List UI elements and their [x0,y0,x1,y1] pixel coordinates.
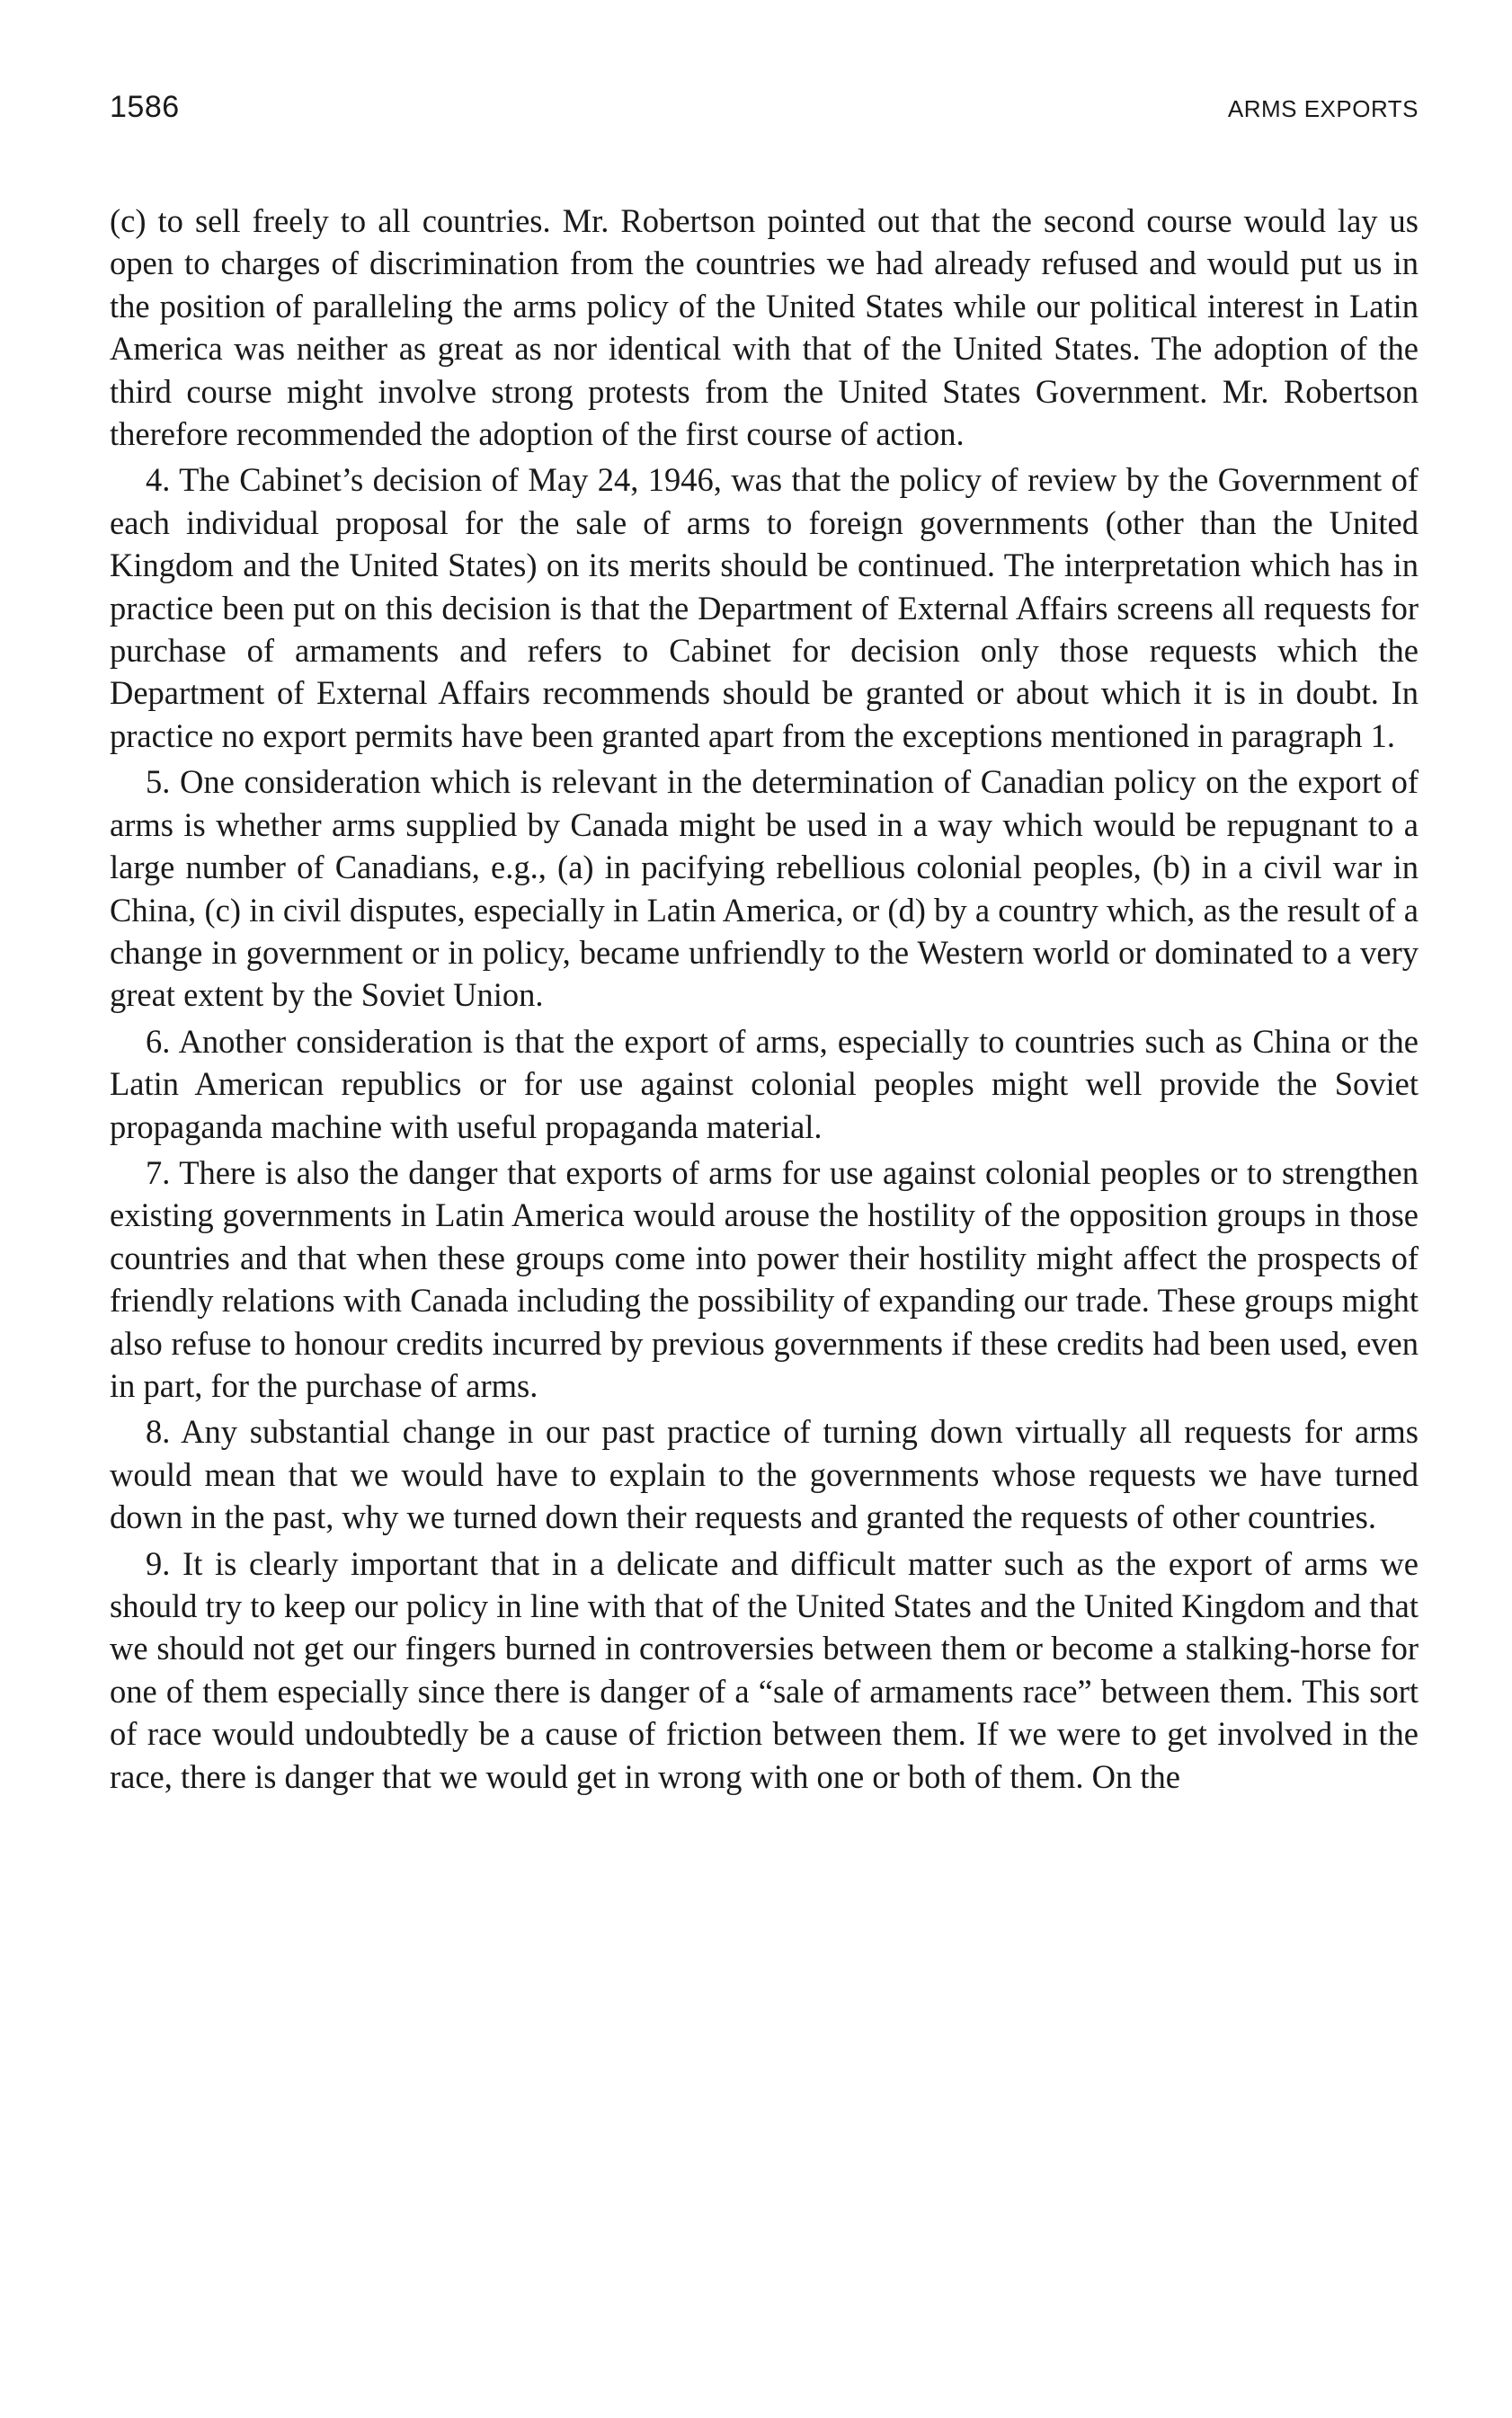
page-number: 1586 [110,90,180,124]
paragraph-7: 7. There is also the danger that exports of arms for use against colonial peoples or to strengthen existing governments in Latin America would arouse the hostility of the opposition groups in those countries and that when these groups come into power their hostility might affect the prospects of friendly relations with Canada including the possibility of expanding our trade. These groups might also refuse to honour credits incurred by previous governments if these credits had been used, even in part, for the purchase of arms. [110,1153,1419,1404]
running-head [110,90,1419,144]
paragraph-4: 4. The Cabinet’s decision of May 24, 1946, was that the policy of review by the Government of each individual proposal for the sale of arms to foreign governments (other than the United Kingdom and the United States) on its merits should be continued. The interpretation which has in practice been put on this decision is that the Department of External Affairs screens all requests for purchase of armaments and refers to Cabinet for decision only those requests which the Department of External Affairs recommends should be granted or about which it is in doubt. In practice no export permits have been granted apart from the exceptions mentioned in paragraph 1. [110,461,1419,754]
paragraph-5: 5. One consideration which is relevant in the determination of Canadian policy on the export of arms is whether arms supplied by Canada might be used in a way which would be repugnant to a large number of Canadians, e.g., (a) in pacifying rebellious colonial peoples, (b) in a civil war in China, (c) in civil disputes, especially in Latin America, or (d) by a country which, as the result of a change in government or in policy, became unfriendly to the Western world or dominated to a very great extent by the Soviet Union. [110,763,1419,1014]
document-page [110,90,1419,1798]
paragraph-9: 9. It is clearly important that in a delicate and difficult matter such as the export of arms we should try to keep our policy in line with that of the United States and the United Kingdom and that we should not get our fingers burned in controversies between them or become a stalking-horse for one of them especially since there is danger of a “sale of armaments race” between them. This sort of race would undoubtedly be a cause of friction between them. If we were to get involved in the race, there is danger that we would get in wrong with one or both of them. On the [110,1544,1419,1795]
paragraph-8: 8. Any substantial change in our past practice of turning down virtually all requests for arms would mean that we would have to explain to the governments whose requests we have turned down in the past, why we turned down their requests and granted the requests of other countries. [110,1413,1419,1536]
paragraph-continuation: (c) to sell freely to all countries. Mr. Robertson pointed out that the second course would lay us open to charges of discrimination from the countries we had already refused and would put us in the position of paralleling the arms policy of the United States while our political interest in Latin America was neither as great as nor identical with that of the United States. The adoption of the third course might involve strong protests from the United States Government. Mr. Robertson therefore recommended the adoption of the first course of action. [110,202,1419,453]
paragraph-6: 6. Another consideration is that the export of arms, especially to countries such as China or the Latin American republics or for use against colonial peoples might well provide the Soviet propaganda machine with useful propaganda material. [110,1022,1419,1145]
running-title: ARMS EXPORTS [1227,95,1419,122]
body-text [110,200,1419,1798]
